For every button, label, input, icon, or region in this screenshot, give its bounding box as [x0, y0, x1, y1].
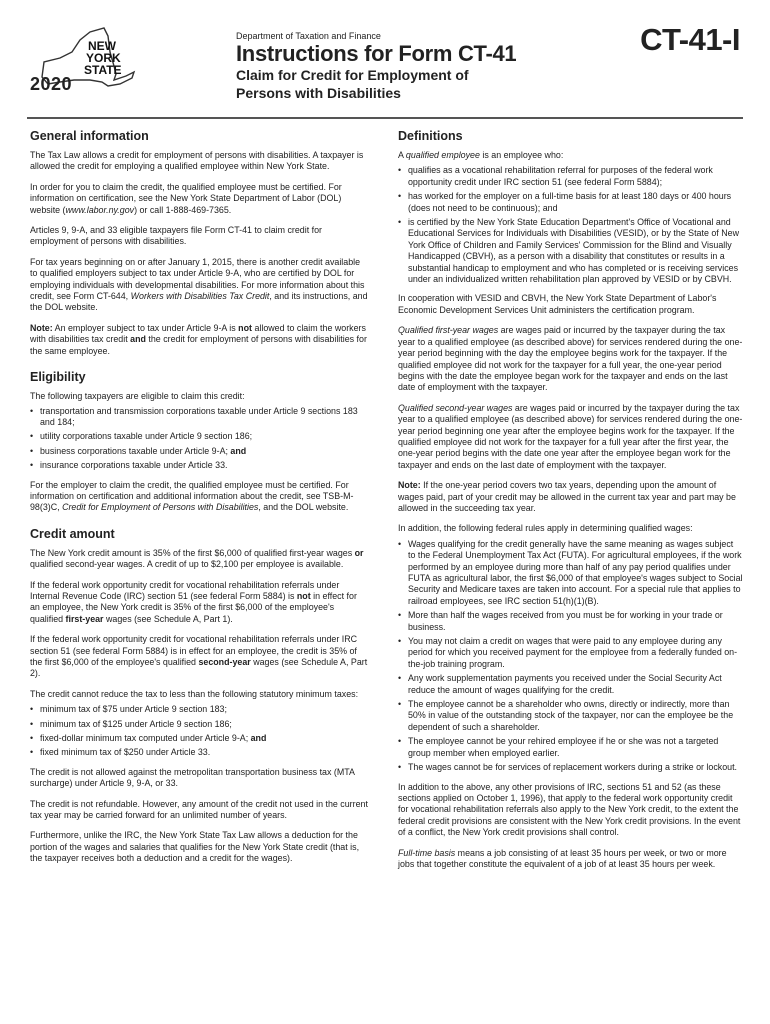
gi-paragraph-3: Articles 9, 9-A, and 33 eligible taxpayers file Form CT-41 to claim credit for employment of persons with disabilities.: [30, 225, 323, 247]
list-item: • You may not claim a credit on wages that were paid to any employee during any period for which you received payment for the employee from a federally funded on-the-job training program.: [398, 636, 743, 670]
logo-word-york: YORK: [86, 51, 121, 65]
def-note: [398, 480, 743, 514]
gi-note: [30, 323, 368, 357]
list-item-and: and: [248, 733, 267, 744]
federal-rules-list: [398, 539, 743, 774]
subtitle-line-2: Persons with Disabilities: [236, 85, 401, 101]
def-intro-a: A: [398, 150, 406, 160]
list-item: • The wages cannot be for services of replacement workers during a strike or lockout.: [398, 762, 743, 773]
form-code: CT-41-I: [640, 22, 740, 57]
ca-paragraph-6: The credit is not refundable. However, any amount of the credit not used in the current tax year may be carried forward for an unlimited number of years.: [30, 798, 368, 821]
def-paragraph-6: [398, 848, 743, 871]
definitions-heading: Definitions: [398, 129, 463, 143]
ca-p3-text-a: If the federal work opportunity credit for vocational rehabilitation referrals under IRC section 51 (see federal Form 5884) is in effect for an employee, the credit is 35% of the first $6,000 of the employee's qualified: [30, 634, 358, 667]
ca-p2-bold: first-year: [65, 613, 104, 624]
gi-note-bold-1: not: [238, 322, 252, 333]
note-label: Note:: [30, 322, 53, 333]
def-paragraph-4: In addition, the following federal rules apply in determining qualified wages:: [398, 523, 693, 534]
list-item: [30, 446, 368, 457]
ca-paragraph-3: [30, 634, 368, 680]
def-paragraph-2: [398, 325, 743, 393]
page-header: [0, 0, 770, 120]
list-item: • More than half the wages received from you must be for working in your trade or business.: [398, 610, 743, 633]
gi-paragraph-4: [30, 257, 368, 314]
list-item: [30, 733, 368, 744]
eligibility-paragraph-2: [30, 480, 368, 514]
list-item: • Any work supplementation payments you received under the Social Security Act reduce the amount of wages qualifying for the credit.: [398, 673, 743, 696]
def-p2-text: are wages paid or incurred by the taxpayer during the tax year to a qualified employee (as described above) for services rendered during the one-year period beginning with the day the employee begins work for the taxpayer. If the qualified employee did not work for the taxpayer for a full year, the one-year period begins with the date the employee began work for the taxpayer and ends on the last date of employment with the taxpayer.: [398, 325, 743, 393]
def-paragraph-1: In cooperation with VESID and CBVH, the New York State Department of Labor's Economic Development Services Unit administers the certification program.: [398, 293, 717, 315]
ca-paragraph-7: Furthermore, unlike the IRC, the New York State Tax Law allows a deduction for the portion of the wages and salaries that qualifies for the New York State credit (that is, the taxpayer receives both a deduction and a credit for the wages).: [30, 830, 360, 864]
general-information-heading: General information: [30, 129, 149, 143]
credit-amount-heading: Credit amount: [30, 526, 115, 541]
def-note-text: If the one-year period covers two tax years, depending upon the amount of wages paid, part of your credit may be allowed in the current tax year and part may be allowed in the succeeding tax year.: [398, 480, 736, 513]
list-item-text: business corporations taxable under Article 9-A;: [40, 445, 228, 456]
page-subtitle: [236, 66, 469, 102]
ca-p2-text-a: If the federal work opportunity credit for vocational rehabilitation referrals under Internal Revenue Code (IRC) section 51 (see federal Form 5884) is: [30, 579, 340, 601]
list-item: • utility corporations taxable under Article 9 section 186;: [30, 431, 368, 442]
ca-paragraph-1: [30, 548, 368, 571]
ca-paragraph-4: The credit cannot reduce the tax to less than the following statutory minimum taxes:: [30, 688, 359, 699]
def-p6-text: means a job consisting of at least 35 hours per week, or two or more jobs that together constitute the equivalent of a job of at least 35 hours per week.: [398, 847, 727, 869]
el-p2-italic: Credit for Employment of Persons with Disabilities: [62, 502, 259, 513]
tax-year: 2020: [30, 74, 73, 94]
def-intro-italic: qualified employee: [405, 150, 480, 160]
el-p2-text-a: For the employer to claim the credit, the qualified employee must be certified. For information on certification and additional information about the credit, see TSB-M-98(3)C,: [30, 479, 354, 513]
def-p3-text: are wages paid or incurred by the taxpayer during the tax year to a qualified employee (as described above) for services rendered during the one-year period beginning one year after the employee begins work for the taxpayer. If the qualified employee did not work for the taxpayer for a full year after the first year, the one-year period begins with the date one year after the employee began work for the taxpayer and ends on the last date of employment with the taxpayer.: [398, 402, 743, 470]
ca-paragraph-2: [30, 580, 368, 626]
labor-website-link[interactable]: www.labor.ny.gov: [65, 204, 135, 215]
gi-paragraph-2: [30, 182, 368, 216]
logo-word-new: NEW: [88, 39, 116, 53]
def-paragraph-3: [398, 403, 743, 471]
list-item: • has worked for the employer on a full-time basis for at least 180 days or 400 hours (does not need to be continuous); and: [398, 191, 743, 214]
qualified-employee-list: [398, 165, 743, 285]
list-item: • minimum tax of $75 under Article 9 section 183;: [30, 704, 368, 715]
eligibility-list: [30, 406, 368, 472]
list-item: • Wages qualifying for the credit generally have the same meaning as wages subject to the Federal Unemployment Tax Act (FUTA). For agricultural employees, if the work performed by an employee during more than half of any pay period qualifies under FUTA as agricultural labor, the first $6,000 of that employee's wages subject to Social Security and Medicare taxes are taken into account. For a special rule that applies to railroad employees, see IRC section 51(h)(1)(B).: [398, 539, 743, 607]
el-p2-text-b: , and the DOL website.: [258, 502, 349, 513]
department-name: Department of Taxation and Finance: [236, 31, 381, 41]
ca-p2-not: not: [296, 590, 311, 601]
gi-note-text-a: An employer subject to tax under Article 9-A is: [52, 322, 239, 333]
note-label: Note:: [398, 480, 421, 491]
def-paragraph-5: In addition to the above, any other provisions of IRC, sections 51 and 52 (as these sections applied on October 1, 1996), that apply to the federal work opportunity credit for vocational rehabilitation referrals also apply to the New York credit, to the extent the federal credit provisions are consistent with the New York credit provisions. In the event of a conflict, the New York credit provisions shall control.: [398, 781, 741, 838]
list-item-text: fixed-dollar minimum tax computed under Article 9-A;: [40, 733, 249, 744]
gi-p4-text-a: For tax years beginning on or after January 1, 2015, there is another credit available to qualified employers subject to tax under Article 9-A, who are certified by DOL for employing individuals with developmental disabilities. For more information about this credit, see Form CT-644,: [30, 256, 365, 302]
gi-paragraph-1: The Tax Law allows a credit for employment of persons with disabilities. A taxpayer is allowed the credit for employing a qualified employee within New York State.: [30, 150, 364, 172]
ca-paragraph-5: The credit is not allowed against the metropolitan transportation business tax (MTA surcharge) under Article 9, 9-A, or 33.: [30, 766, 355, 789]
def-intro-b: is an employee who:: [479, 150, 564, 160]
header-divider: [27, 117, 743, 119]
list-item: • The employee cannot be your rehired employee if he or she was not a targeted group member when employed earlier.: [398, 736, 743, 759]
list-item-and: and: [227, 445, 247, 456]
eligibility-intro: The following taxpayers are eligible to claim this credit:: [30, 391, 245, 402]
page-title: Instructions for Form CT-41: [236, 41, 517, 66]
ca-p3-text-b: wages (see Schedule A, Part 2).: [30, 657, 368, 679]
gi-p2-text-b: ) or call 1-888-469-7365.: [134, 204, 232, 215]
def-p3-italic: Qualified second-year wages: [398, 402, 513, 413]
gi-note-text-c: the credit for employment of persons with disabilities for the same employee.: [30, 334, 367, 356]
list-item: • The employee cannot be a shareholder who owns, directly or indirectly, more than 50% in value of the outstanding stock of the taxpayer, nor can the employee be the dependent of such a shareholder.: [398, 699, 743, 733]
def-intro: [398, 150, 743, 161]
list-item: • fixed minimum tax of $250 under Article 33.: [30, 747, 368, 758]
ca-p2-text-c: wages (see Schedule A, Part 1).: [103, 613, 233, 624]
gi-note-text-b: allowed to claim the workers with disabilities tax credit: [30, 322, 366, 345]
ca-p2-text-b: in effect for an employee, the New York credit is 35% of the first $6,000 of the employee's qualified: [30, 590, 357, 624]
ca-p1-text-b: qualified second-year wages. A credit of up to $2,100 per employee is available.: [30, 559, 344, 570]
gi-p4-text-b: , and its instructions, and the DOL website.: [30, 291, 368, 313]
gi-note-bold-2: and: [130, 334, 146, 345]
list-item: • transportation and transmission corporations taxable under Article 9 sections 183 and 184;: [30, 406, 368, 429]
logo-word-state: STATE: [84, 63, 122, 77]
gi-p2-text-a: In order for you to claim the credit, the qualified employee must be certified. For information on certification, see the New York State Department of Labor (DOL) website (: [30, 181, 342, 215]
ca-p1-text-a: The New York credit amount is 35% of the first $6,000 of qualified first-year wages: [30, 547, 355, 558]
eligibility-heading: Eligibility: [30, 370, 86, 385]
right-column: [398, 128, 743, 879]
left-column: [30, 128, 368, 874]
ca-p3-bold: second-year: [198, 657, 251, 667]
list-item: • is certified by the New York State Education Department's Office of Vocational and Educational Services for Individuals with Disabilities (VESID), or by the State of New York Office of Children and Family Services' Commission for the Blind and Visually Handicapped (CBVH), as a person with a disability that constitutes or results in a substantial handicap to employment and who has completed or is receiving services under an individualized written rehabilitation plan approved by VESID or by CBVH.: [398, 217, 743, 285]
list-item: • minimum tax of $125 under Article 9 section 186;: [30, 719, 368, 730]
list-item: • qualifies as a vocational rehabilitation referral for purposes of the federal work opportunity credit under IRC section 51 (see federal Form 5884);: [398, 165, 743, 188]
def-p2-italic: Qualified first-year wages: [398, 325, 499, 336]
ca-p1-or: or: [354, 547, 364, 558]
def-p6-italic: Full-time basis: [398, 847, 456, 858]
subtitle-line-1: Claim for Credit for Employment of: [236, 67, 469, 83]
list-item: • insurance corporations taxable under Article 33.: [30, 460, 368, 471]
gi-p4-italic: Workers with Disabilities Tax Credit: [130, 291, 270, 302]
minimum-tax-list: [30, 704, 368, 759]
